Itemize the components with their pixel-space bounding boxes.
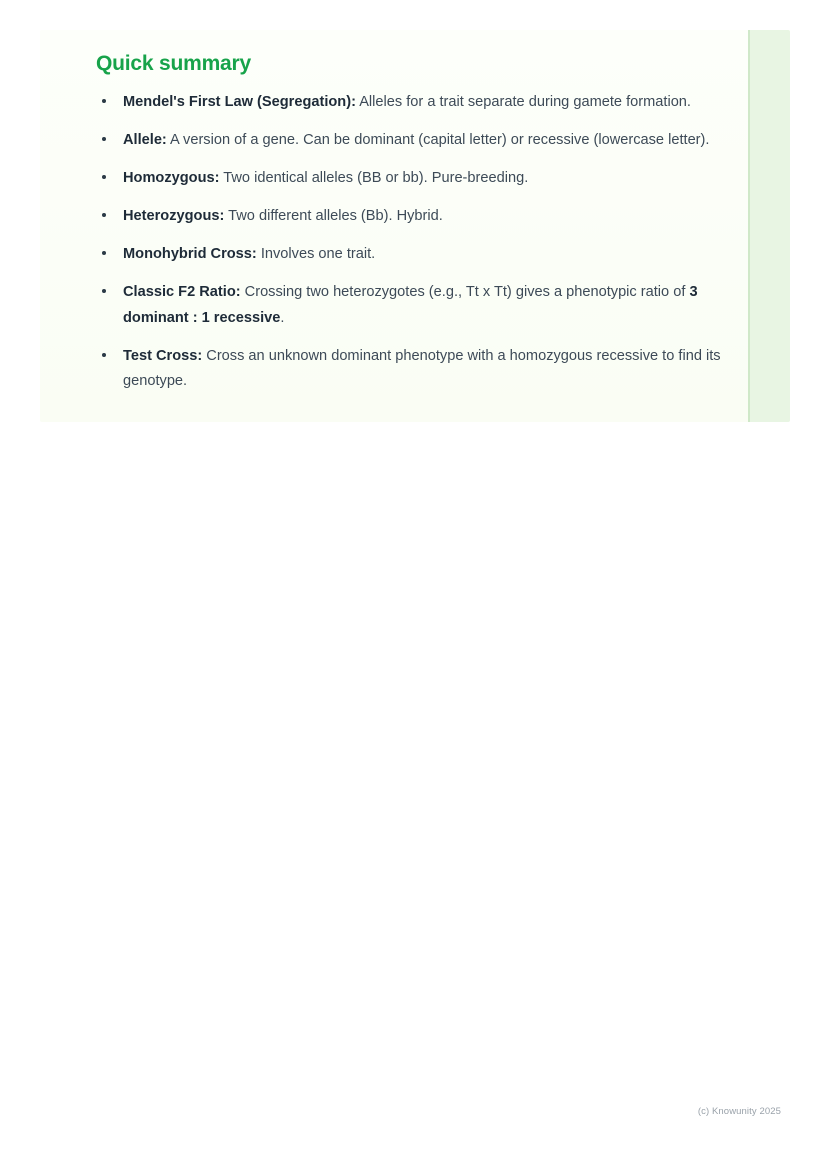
page-title: Quick summary (96, 52, 251, 75)
bullet-dot-icon (102, 137, 106, 141)
list-item (96, 280, 754, 330)
bullet-dot-icon (102, 175, 106, 179)
list-item-term: Heterozygous: (123, 208, 225, 225)
bullet-dot-icon (102, 353, 106, 357)
summary-bullet-list (68, 90, 754, 394)
card-accent-bar (748, 30, 790, 422)
footer-credit: (c) Knowunity 2025 (697, 1106, 781, 1117)
list-item (96, 128, 754, 153)
list-item (96, 166, 754, 191)
list-item-term: Classic F2 Ratio: (123, 284, 241, 301)
list-item-text: A version of a gene. Can be dominant (capital letter) or recessive (lowercase letter). (166, 132, 710, 149)
list-item-text: Two identical alleles (BB or bb). Pure-breeding. (219, 170, 529, 187)
list-item-text: Alleles for a trait separate during gamete formation. (355, 94, 691, 110)
list-item-term: Homozygous: (123, 170, 220, 187)
list-item-emphasis: 3 dominant : 1 recessive (123, 284, 698, 326)
list-item (96, 204, 754, 229)
list-item-text: Involves one trait. (256, 246, 376, 263)
quick-summary-card (40, 30, 790, 422)
list-item (96, 344, 754, 394)
list-item-text-after: . (280, 309, 285, 326)
bullet-dot-icon (102, 213, 106, 217)
list-item-term: Monohybrid Cross: (123, 246, 257, 263)
list-item (96, 242, 754, 267)
list-item-term: Test Cross: (123, 347, 203, 364)
list-item-text: Two different alleles (Bb). Hybrid. (224, 208, 443, 225)
list-item-term: Mendel's First Law (Segregation): (123, 94, 356, 110)
list-item-text: Crossing two heterozygotes (e.g., Tt x Tt) gives a phenotypic ratio of (240, 284, 690, 301)
bullet-dot-icon (102, 99, 106, 103)
bullet-dot-icon (102, 289, 106, 293)
list-item (96, 90, 754, 115)
bullet-dot-icon (102, 251, 106, 255)
list-item-text: Cross an unknown dominant phenotype with a homozygous recessive to find its genotype. (123, 347, 721, 389)
list-item-term: Allele: (123, 132, 167, 149)
